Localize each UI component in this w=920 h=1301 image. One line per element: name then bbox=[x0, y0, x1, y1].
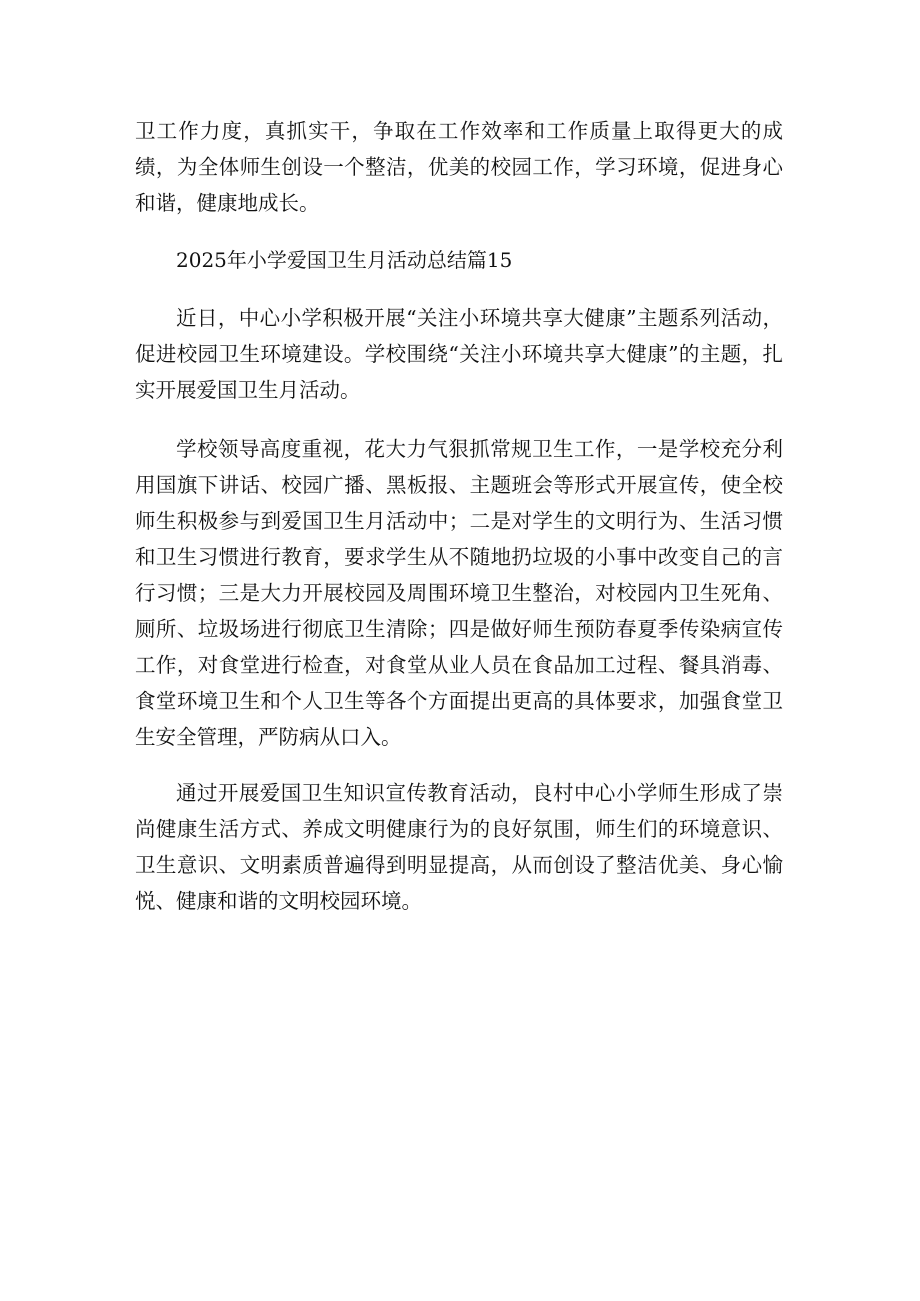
continuation-paragraph: 卫工作力度，真抓实干，争取在工作效率和工作质量上取得更大的成绩，为全体师生创设一个整洁，优美的校园工作，学习环境，促进身心和谐，健康地成长。 bbox=[135, 119, 783, 215]
paragraph-2: 学校领导高度重视，花大力气狠抓常规卫生工作，一是学校充分利用国旗下讲话、校园广播、黑板报、主题班会等形式开展宣传，使全校师生积极参与到爱国卫生月活动中；二是对学生的文明行为、生活习惯和卫生习惯进行教育，要求学生从不随地扔垃圾的小事中改变自己的言行习惯；三是大力开展校园及周围环境卫生整治，对校园内卫生死角、厕所、垃圾场进行彻底卫生清除；四是做好师生预防春夏季传染病宣传工作，对食堂进行检查，对食堂从业人员在食品加工过程、餐具消毒、食堂环境卫生和个人卫生等各个方面提出更高的具体要求，加强食堂卫生安全管理，严防病从口入。 bbox=[135, 437, 783, 749]
document-body bbox=[135, 113, 783, 919]
paragraph-1: 近日，中心小学积极开展“关注小环境共享大健康”主题系列活动，促进校园卫生环境建设。学校围绕“关注小环境共享大健康”的主题，扎实开展爱国卫生月活动。 bbox=[135, 306, 783, 402]
paragraph-3: 通过开展爱国卫生知识宣传教育活动，良村中心小学师生形成了崇尚健康生活方式、养成文明健康行为的良好氛围，师生们的环境意识、卫生意识、文明素质普遍得到明显提高，从而创设了整洁优美、身心愉悦、健康和谐的文明校园环境。 bbox=[135, 781, 783, 913]
section-title: 2025年小学爱国卫生月活动总结篇15 bbox=[176, 248, 513, 272]
